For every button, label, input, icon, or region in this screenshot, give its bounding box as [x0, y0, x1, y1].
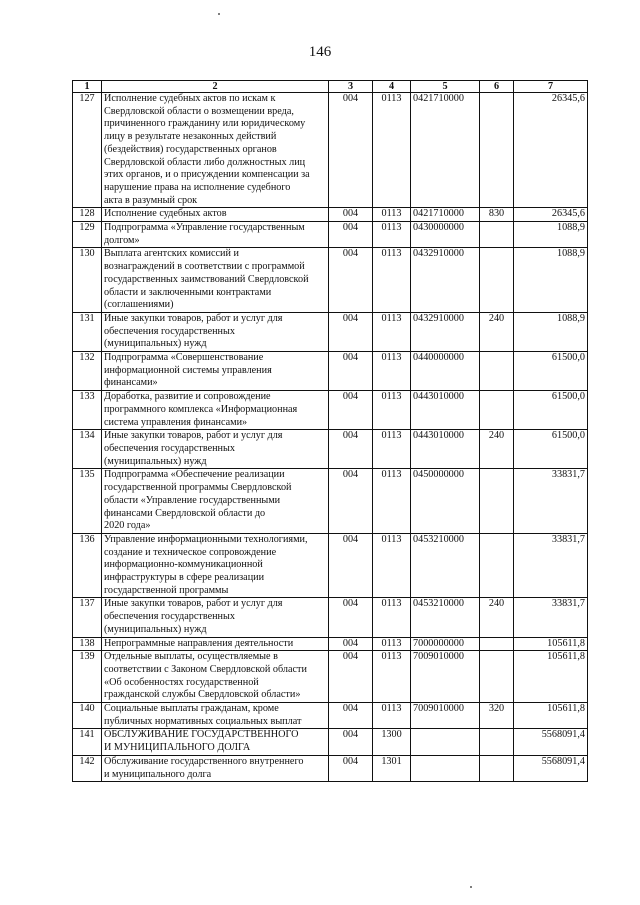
item-name-line: Исполнение судебных актов по искам к [104, 93, 276, 104]
table-row [73, 651, 588, 703]
item-name-line: создание и техническое сопровождение [104, 546, 277, 558]
admin-code-cell: 004 [329, 391, 373, 430]
item-name-line: Доработка, развитие и сопровождение [104, 391, 271, 403]
item-name-line: ОБСЛУЖИВАНИЕ ГОСУДАРСТВЕННОГО [104, 729, 299, 741]
item-name-line: (бездействия) государственных органов [104, 143, 277, 155]
table-row [73, 208, 588, 222]
page-number: 146 [308, 44, 332, 60]
row-number-cell: 134 [73, 430, 102, 469]
section-code-cell: 0113 [373, 352, 411, 391]
amount-cell: 61500,0 [514, 352, 588, 391]
expense-type-cell [480, 637, 514, 651]
section-code-cell: 1300 [373, 729, 411, 755]
item-name-line: (соглашениями) [104, 299, 174, 311]
item-name-cell [102, 222, 329, 248]
budget-table [72, 80, 588, 782]
item-name-line: государственной программы Свердловской [104, 482, 292, 494]
item-name-cell [102, 430, 329, 469]
item-name-line: Подпрограмма «Управление государственным [104, 222, 305, 234]
admin-code-cell: 004 [329, 703, 373, 729]
row-number-cell: 132 [73, 352, 102, 391]
scan-speck [470, 886, 472, 888]
expense-type-cell [480, 533, 514, 598]
column-header: 2 [102, 81, 329, 93]
admin-code-cell: 004 [329, 222, 373, 248]
item-name-line: 2020 года» [104, 520, 151, 532]
row-number-cell: 129 [73, 222, 102, 248]
item-name-line: программного комплекса «Информационная [104, 403, 298, 415]
item-name-line: (муниципальных) нужд [104, 338, 207, 350]
item-name-line: Социальные выплаты гражданам, кроме [104, 703, 279, 715]
item-name-line: Обслуживание государственного внутреннего [104, 755, 304, 767]
row-number-cell: 137 [73, 598, 102, 637]
amount-cell: 26345,6 [514, 208, 588, 222]
item-name-line: и муниципального долга [104, 768, 212, 780]
section-code-cell: 0113 [373, 312, 411, 351]
item-name-cell [102, 533, 329, 598]
admin-code-cell: 004 [329, 352, 373, 391]
item-name-line: лицу в результате незаконных действий [104, 131, 277, 143]
row-number-cell: 128 [73, 208, 102, 222]
expense-type-cell [480, 729, 514, 755]
table-row [73, 729, 588, 755]
item-name-cell [102, 469, 329, 534]
item-name-cell [102, 93, 329, 208]
item-name-line: соответствии с Законом Свердловской области [104, 663, 307, 675]
admin-code-cell: 004 [329, 93, 373, 208]
expense-type-cell [480, 755, 514, 781]
amount-cell: 61500,0 [514, 430, 588, 469]
scan-speck [218, 13, 220, 15]
target-article-cell: 0440000000 [411, 352, 480, 391]
table-body [73, 93, 588, 782]
amount-cell: 105611,8 [514, 703, 588, 729]
item-name-line: И МУНИЦИПАЛЬНОГО ДОЛГА [104, 742, 251, 754]
amount-cell: 105611,8 [514, 637, 588, 651]
section-code-cell: 0113 [373, 533, 411, 598]
section-code-cell: 1301 [373, 755, 411, 781]
row-number-cell: 142 [73, 755, 102, 781]
row-number-cell: 139 [73, 651, 102, 703]
table-row [73, 391, 588, 430]
item-name-cell [102, 651, 329, 703]
item-name-line: публичных нормативных социальных выплат [104, 715, 302, 727]
row-number-cell: 127 [73, 93, 102, 208]
admin-code-cell: 004 [329, 598, 373, 637]
item-name-cell [102, 352, 329, 391]
item-name-line: долгом» [104, 234, 140, 246]
item-name-cell [102, 637, 329, 651]
row-number-cell: 141 [73, 729, 102, 755]
admin-code-cell: 004 [329, 208, 373, 222]
amount-cell: 33831,7 [514, 533, 588, 598]
row-number-cell: 140 [73, 703, 102, 729]
admin-code-cell: 004 [329, 637, 373, 651]
expense-type-cell: 830 [480, 208, 514, 222]
section-code-cell: 0113 [373, 430, 411, 469]
section-code-cell: 0113 [373, 469, 411, 534]
item-name-line: система управления финансами» [104, 416, 248, 428]
item-name-line: Управление информационными технологиями, [104, 533, 308, 545]
admin-code-cell: 004 [329, 312, 373, 351]
expense-type-cell [480, 391, 514, 430]
admin-code-cell: 004 [329, 755, 373, 781]
target-article-cell: 7009010000 [411, 703, 480, 729]
expense-type-cell [480, 469, 514, 534]
target-article-cell: 0450000000 [411, 469, 480, 534]
section-code-cell: 0113 [373, 248, 411, 313]
item-name-line: государственных заимствований Свердловской [104, 273, 309, 285]
item-name-line: финансами Свердловской области до [104, 507, 266, 519]
section-code-cell: 0113 [373, 222, 411, 248]
item-name-cell [102, 391, 329, 430]
row-number-cell: 130 [73, 248, 102, 313]
column-header: 4 [373, 81, 411, 93]
item-name-line: Исполнение судебных актов [104, 208, 227, 220]
admin-code-cell: 004 [329, 430, 373, 469]
row-number-cell: 138 [73, 637, 102, 651]
target-article-cell: 0432910000 [411, 312, 480, 351]
table-row [73, 312, 588, 351]
item-name-cell [102, 755, 329, 781]
expense-type-cell [480, 352, 514, 391]
amount-cell: 33831,7 [514, 469, 588, 534]
expense-type-cell: 240 [480, 430, 514, 469]
item-name-line: финансами» [104, 377, 158, 389]
admin-code-cell: 004 [329, 469, 373, 534]
column-header: 6 [480, 81, 514, 93]
column-header: 7 [514, 81, 588, 93]
table-row [73, 93, 588, 208]
column-header: 3 [329, 81, 373, 93]
target-article-cell: 0453210000 [411, 533, 480, 598]
item-name-line: Иные закупки товаров, работ и услуг для [104, 430, 283, 442]
target-article-cell: 0443010000 [411, 391, 480, 430]
target-article-cell: 0421710000 [411, 93, 480, 208]
table-row [73, 469, 588, 534]
item-name-line: Отдельные выплаты, осуществляемые в [104, 651, 278, 663]
item-name-line: информационной системы управления [104, 364, 272, 376]
row-number-cell: 133 [73, 391, 102, 430]
section-code-cell: 0113 [373, 637, 411, 651]
item-name-line: причиненного гражданину или юридическому [104, 118, 306, 130]
table-row [73, 352, 588, 391]
item-name-line: Иные закупки товаров, работ и услуг для [104, 312, 283, 324]
amount-cell: 33831,7 [514, 598, 588, 637]
target-article-cell [411, 729, 480, 755]
table-row [73, 430, 588, 469]
item-name-line: (муниципальных) нужд [104, 623, 207, 635]
admin-code-cell: 004 [329, 651, 373, 703]
row-number-cell: 131 [73, 312, 102, 351]
table-row [73, 533, 588, 598]
item-name-cell [102, 729, 329, 755]
item-name-line: Выплата агентских комиссий и [104, 248, 239, 260]
item-name-line: обеспечения государственных [104, 611, 235, 623]
admin-code-cell: 004 [329, 248, 373, 313]
expense-type-cell [480, 651, 514, 703]
row-number-cell: 135 [73, 469, 102, 534]
item-name-line: вознаграждений в соответствии с программой [104, 261, 305, 273]
item-name-line: Непрограммные направления деятельности [104, 637, 294, 649]
item-name-line: области «Управление государственными [104, 494, 281, 506]
table-row [73, 755, 588, 781]
table-row [73, 248, 588, 313]
target-article-cell: 0432910000 [411, 248, 480, 313]
expense-type-cell: 320 [480, 703, 514, 729]
item-name-line: Подпрограмма «Совершенствование [104, 352, 264, 364]
item-name-cell [102, 248, 329, 313]
item-name-cell [102, 312, 329, 351]
item-name-line: обеспечения государственных [104, 442, 235, 454]
target-article-cell: 0421710000 [411, 208, 480, 222]
item-name-line: Свердловской области о возмещении вреда, [104, 105, 294, 117]
table-row [73, 598, 588, 637]
item-name-line: государственной программы [104, 584, 229, 596]
expense-type-cell: 240 [480, 598, 514, 637]
amount-cell: 26345,6 [514, 93, 588, 208]
item-name-cell [102, 598, 329, 637]
amount-cell: 1088,9 [514, 248, 588, 313]
target-article-cell [411, 755, 480, 781]
item-name-line: гражданской службы Свердловской области» [104, 689, 301, 701]
item-name-line: акта в разумный срок [104, 194, 198, 206]
item-name-line: Свердловской области либо должностных лиц [104, 156, 306, 168]
target-article-cell: 7000000000 [411, 637, 480, 651]
item-name-cell [102, 703, 329, 729]
table-header-row [73, 81, 588, 93]
section-code-cell: 0113 [373, 598, 411, 637]
table-row [73, 637, 588, 651]
item-name-line: Подпрограмма «Обеспечение реализации [104, 469, 285, 481]
target-article-cell: 7009010000 [411, 651, 480, 703]
amount-cell: 105611,8 [514, 651, 588, 703]
column-header: 5 [411, 81, 480, 93]
section-code-cell: 0113 [373, 391, 411, 430]
item-name-line: области и заключенными контрактами [104, 286, 272, 298]
item-name-line: «Об особенностях государственной [104, 676, 259, 688]
item-name-line: инфраструктуры в сфере реализации [104, 572, 265, 584]
admin-code-cell: 004 [329, 533, 373, 598]
item-name-cell [102, 208, 329, 222]
target-article-cell: 0430000000 [411, 222, 480, 248]
item-name-line: Иные закупки товаров, работ и услуг для [104, 598, 283, 610]
section-code-cell: 0113 [373, 208, 411, 222]
amount-cell: 1088,9 [514, 312, 588, 351]
target-article-cell: 0453210000 [411, 598, 480, 637]
expense-type-cell [480, 222, 514, 248]
expense-type-cell [480, 93, 514, 208]
amount-cell: 5568091,4 [514, 729, 588, 755]
item-name-line: нарушение права на исполнение судебного [104, 181, 291, 193]
expense-type-cell: 240 [480, 312, 514, 351]
target-article-cell: 0443010000 [411, 430, 480, 469]
section-code-cell: 0113 [373, 93, 411, 208]
section-code-cell: 0113 [373, 703, 411, 729]
section-code-cell: 0113 [373, 651, 411, 703]
row-number-cell: 136 [73, 533, 102, 598]
item-name-line: информационно-коммуникационной [104, 559, 263, 571]
amount-cell: 5568091,4 [514, 755, 588, 781]
expense-type-cell [480, 248, 514, 313]
amount-cell: 61500,0 [514, 391, 588, 430]
admin-code-cell: 004 [329, 729, 373, 755]
item-name-line: обеспечения государственных [104, 325, 235, 337]
column-header: 1 [73, 81, 102, 93]
amount-cell: 1088,9 [514, 222, 588, 248]
item-name-line: этих органов, и о присуждении компенсации за [104, 169, 310, 181]
item-name-line: (муниципальных) нужд [104, 455, 207, 467]
table-row [73, 222, 588, 248]
table-row [73, 703, 588, 729]
